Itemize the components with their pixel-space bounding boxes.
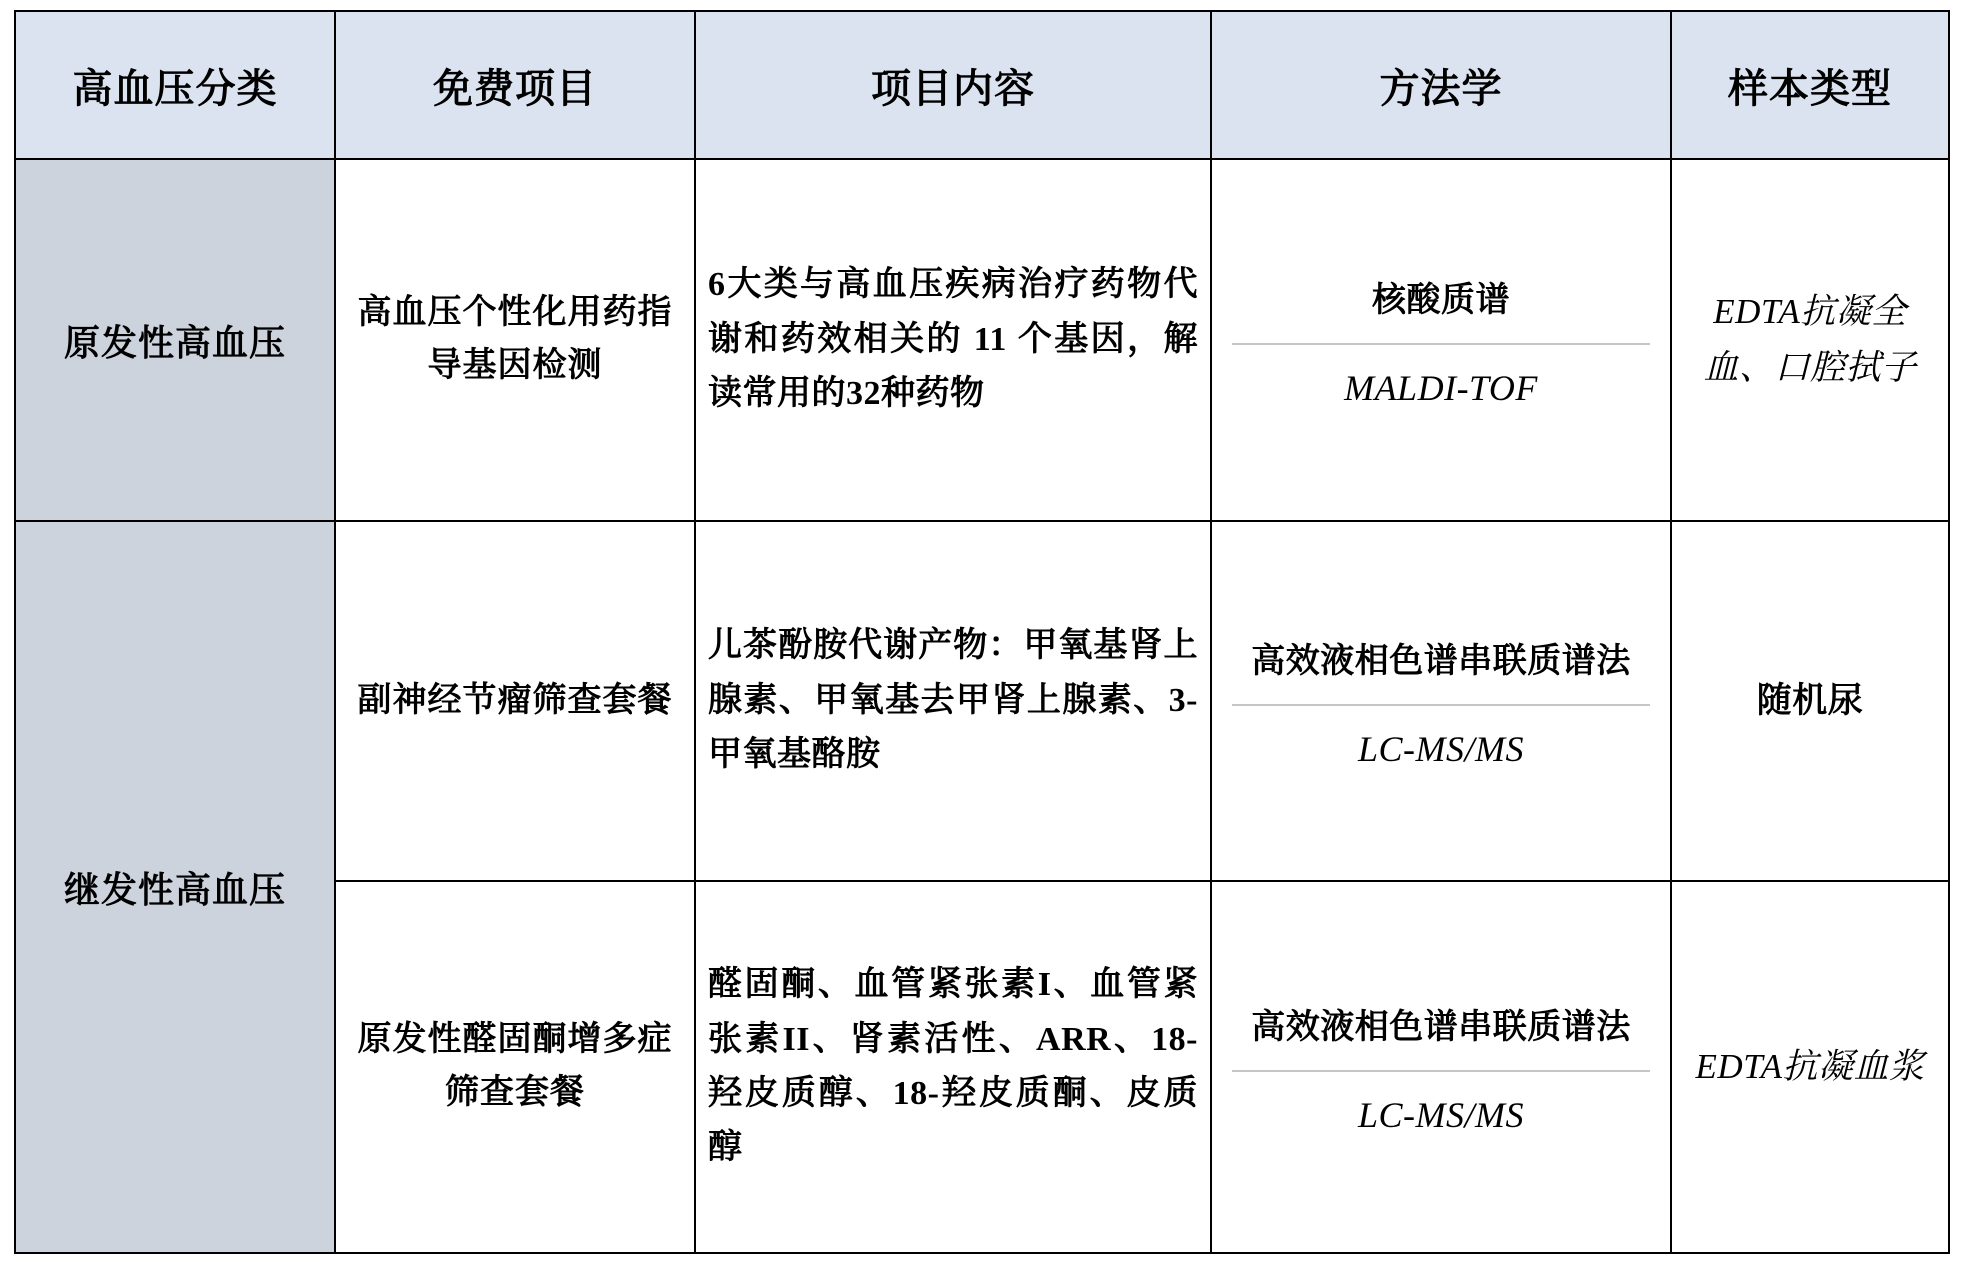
cell-content-pharmacogenomics: 6大类与高血压疾病治疗药物代谢和药效相关的 11 个基因，解读常用的32种药物 (695, 159, 1211, 521)
table-body (15, 159, 1949, 1253)
cell-item-aldosteronism: 原发性醛固酮增多症筛查套餐 (335, 881, 695, 1253)
hypertension-test-table (14, 10, 1950, 1254)
method-secondary-label: LC-MS/MS (1358, 1094, 1524, 1135)
table-header-row (15, 11, 1949, 159)
cell-category-secondary: 继发性高血压 (15, 521, 335, 1253)
column-header-methodology: 方法学 (1211, 11, 1671, 159)
cell-item-pharmacogenomics: 高血压个性化用药指导基因检测 (335, 159, 695, 521)
method-secondary-label: MALDI-TOF (1344, 367, 1538, 408)
cell-method-paraganglioma (1211, 521, 1671, 881)
cell-sample-aldosteronism (1671, 881, 1949, 1253)
method-stack (1224, 250, 1658, 431)
column-header-free-item: 免费项目 (335, 11, 695, 159)
cell-sample-paraganglioma (1671, 521, 1949, 881)
method-stack (1224, 611, 1658, 792)
sample-text: EDTA抗凝血浆 (1695, 1047, 1925, 1086)
cell-item-paraganglioma: 副神经节瘤筛查套餐 (335, 521, 695, 881)
cell-method-pharmacogenomics (1211, 159, 1671, 521)
column-header-sample-type: 样本类型 (1671, 11, 1949, 159)
column-header-category: 高血压分类 (15, 11, 335, 159)
cell-sample-pharmacogenomics (1671, 159, 1949, 521)
method-primary-label: 核酸质谱 (1372, 281, 1510, 319)
column-header-item-content: 项目内容 (695, 11, 1211, 159)
table-row (15, 159, 1949, 521)
method-primary-label: 高效液相色谱串联质谱法 (1251, 1008, 1631, 1046)
method-secondary-label: LC-MS/MS (1358, 728, 1524, 769)
method-primary-label: 高效液相色谱串联质谱法 (1251, 642, 1631, 680)
method-stack (1224, 977, 1658, 1158)
table-row (15, 521, 1949, 881)
cell-method-aldosteronism (1211, 881, 1671, 1253)
sample-text: EDTA抗凝全血、口腔拭子 (1703, 292, 1917, 387)
sample-text: 随机尿 (1756, 681, 1864, 720)
cell-category-primary: 原发性高血压 (15, 159, 335, 521)
table-header (15, 11, 1949, 159)
cell-content-paraganglioma: 儿茶酚胺代谢产物：甲氧基肾上腺素、甲氧基去甲肾上腺素、3-甲氧基酪胺 (695, 521, 1211, 881)
cell-content-aldosteronism: 醛固酮、血管紧张素I、血管紧张素II、肾素活性、ARR、18-羟皮质醇、18-羟皮质酮、皮质醇 (695, 881, 1211, 1253)
